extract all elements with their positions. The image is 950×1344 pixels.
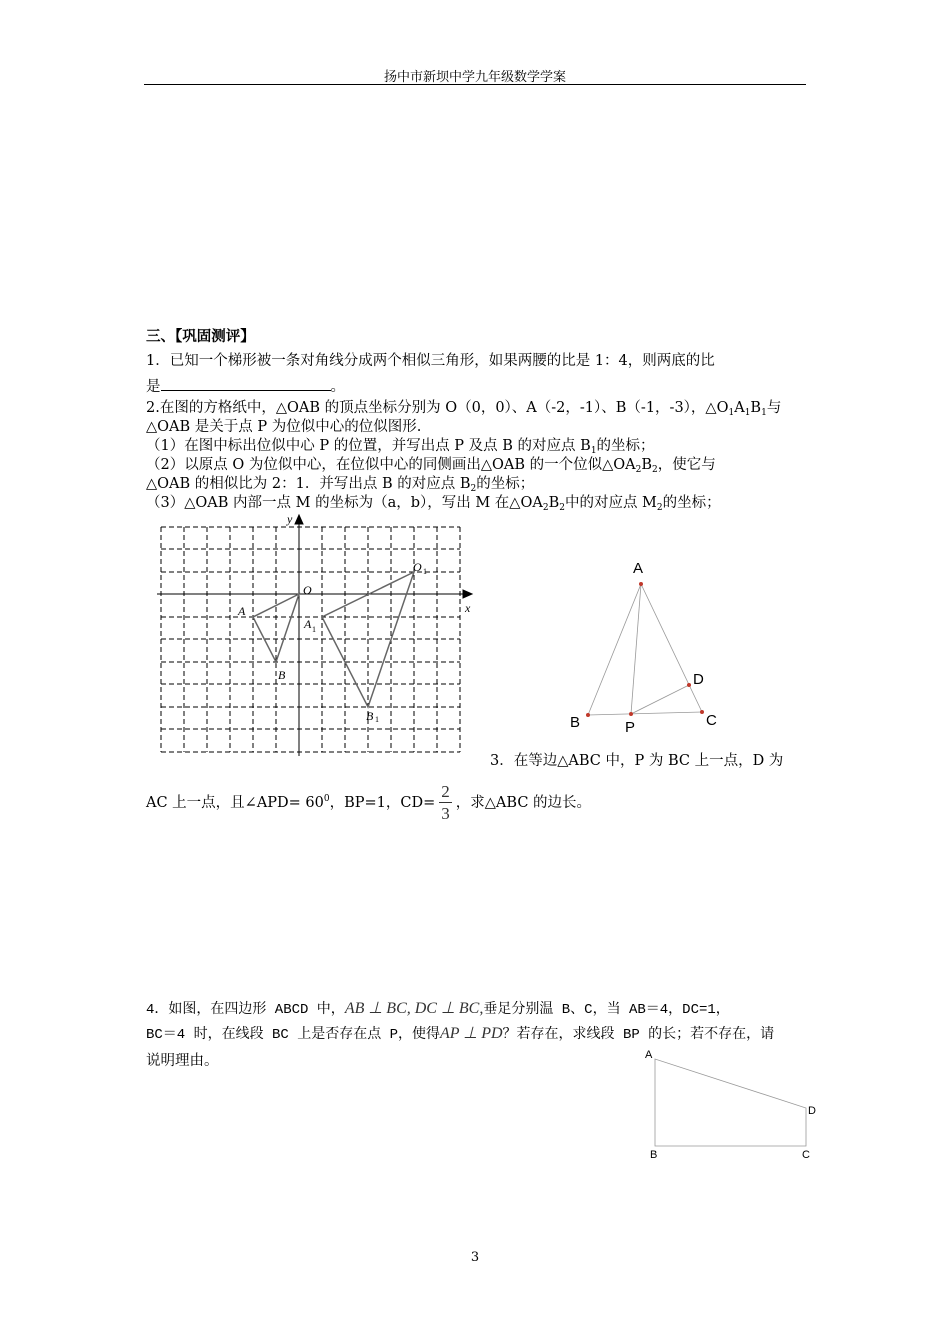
section-title: 三、【巩固测评】 bbox=[146, 328, 255, 345]
label-d: D bbox=[808, 1105, 816, 1117]
fraction-denominator: 3 bbox=[441, 803, 450, 823]
b-label: B bbox=[278, 668, 286, 682]
q4-line2-end: ？若存在，求线段 BP 的长；若不存在，请 bbox=[502, 1027, 775, 1043]
q4-math-perp: AB ⊥ BC, DC ⊥ BC, bbox=[344, 1000, 484, 1017]
point-c bbox=[700, 710, 704, 714]
sub: 2 bbox=[559, 503, 565, 513]
y-axis-arrow bbox=[295, 515, 303, 524]
point-a bbox=[639, 582, 643, 586]
sub: 1 bbox=[590, 446, 597, 456]
sub: 1 bbox=[744, 408, 751, 418]
coordinate-grid-figure bbox=[150, 512, 480, 762]
answer-blank bbox=[161, 376, 331, 391]
point-d bbox=[687, 683, 691, 687]
header-divider bbox=[144, 84, 806, 85]
sub: 2 bbox=[652, 465, 658, 475]
sub: 1 bbox=[728, 408, 735, 418]
q3-line2 bbox=[146, 777, 591, 825]
axes bbox=[157, 515, 472, 756]
q1-prefix: 是 bbox=[146, 379, 161, 395]
q3-line2-end: ，求△ABC 的边长。 bbox=[455, 795, 592, 811]
trapezoid-figure bbox=[640, 1040, 820, 1170]
a1-label: A bbox=[304, 617, 312, 631]
label-a: A bbox=[645, 1049, 653, 1061]
q2-line4-end: ，使它与 bbox=[657, 457, 716, 473]
q4-line1-text: 4．如图，在四边形 ABCD 中， bbox=[146, 1002, 345, 1018]
point-b bbox=[586, 713, 590, 717]
sub: 2 bbox=[635, 465, 642, 475]
a1-sub: 1 bbox=[312, 625, 316, 634]
label-d: D bbox=[693, 671, 704, 688]
degree-sup: 0 bbox=[323, 794, 330, 804]
q4-math-ap-pd: AP ⊥ PD bbox=[440, 1025, 503, 1042]
label-a: A bbox=[633, 560, 644, 577]
fraction-numerator: 2 bbox=[441, 781, 450, 801]
q2-line1-d: 与 bbox=[766, 400, 782, 416]
fraction-two-thirds bbox=[439, 782, 452, 825]
y-label: y bbox=[287, 512, 293, 526]
q1-line2 bbox=[146, 376, 345, 396]
q4-line1-end: 垂足分别温 B、C，当 AB＝4，DC=1， bbox=[483, 1002, 730, 1018]
x-label: x bbox=[465, 601, 471, 615]
equilateral-triangle-figure bbox=[560, 555, 730, 740]
label-c: C bbox=[802, 1149, 810, 1161]
q2-line5-text: △OAB 的相似比为 2：1．并写出点 B 的对应点 B bbox=[146, 476, 471, 492]
b1-label: B bbox=[366, 709, 374, 723]
q2-line3-text: （1）在图中标出位似中心 P 的位置，并写出点 P 及点 B 的对应点 B bbox=[146, 438, 591, 454]
q2-line5-end: 的坐标； bbox=[476, 476, 535, 492]
label-c: C bbox=[706, 712, 717, 729]
page-header: 扬中市新坝中学九年级数学学案 bbox=[383, 70, 566, 85]
q2-line2: △OAB 是关于点 P 为位似中心的位似图形. bbox=[146, 419, 422, 435]
label-b: B bbox=[650, 1149, 658, 1161]
point-p bbox=[629, 712, 633, 716]
q2-line4-b: B bbox=[641, 457, 653, 473]
q2-line3-end: 的坐标； bbox=[596, 438, 655, 454]
label-b: B bbox=[570, 714, 581, 731]
q2-line6-end: 的坐标； bbox=[662, 495, 721, 511]
q2-line6-text: （3）△OAB 内部一点 M 的坐标为（a，b），写出 M 在△OA bbox=[146, 495, 543, 511]
page-number: 3 bbox=[470, 1250, 480, 1265]
q2-line6-c: 中的对应点 M bbox=[564, 495, 657, 511]
q4-line1 bbox=[146, 1000, 730, 1019]
q3-line2-text: AC 上一点，且∠APD= 60 bbox=[146, 795, 324, 811]
o-label: O bbox=[303, 583, 312, 597]
q1-line1: 1．已知一个梯形被一条对角线分成两个相似三角形，如果两腰的比是 1：4，则两底的比 bbox=[146, 353, 715, 369]
o1-sub: 1 bbox=[423, 567, 427, 576]
x-axis-arrow bbox=[463, 590, 472, 598]
q4-line2-text: BC＝4 时，在线段 BC 上是否存在点 P，使得 bbox=[146, 1027, 441, 1043]
q3-line2-b: ，BP=1，CD= bbox=[329, 795, 436, 811]
q2-line1-text: 2.在图的方格纸中，△OAB 的顶点坐标分别为 O（0，0）、A（-2，-1）、B（-1，-3），△O bbox=[146, 400, 729, 416]
a-label: A bbox=[238, 604, 246, 618]
q3-line1: 3．在等边△ABC 中，P 为 BC 上一点，D 为 bbox=[490, 753, 784, 769]
q2-line6-b: B bbox=[548, 495, 560, 511]
q2-line4-text: （2）以原点 O 为位似中心，在位似中心的同侧画出△OAB 的一个位似△OA bbox=[146, 457, 636, 473]
sub: 1 bbox=[761, 408, 767, 418]
q2-line1-b: B bbox=[750, 400, 762, 416]
sub: 2 bbox=[542, 503, 549, 513]
quadrilateral-abcd bbox=[655, 1059, 806, 1146]
sub: 2 bbox=[470, 484, 477, 494]
q2-line1-a: A bbox=[734, 400, 745, 416]
q4-line3: 说明理由。 bbox=[146, 1053, 219, 1069]
sub: 2 bbox=[656, 503, 663, 513]
q1-suffix: 。 bbox=[330, 379, 345, 395]
o1-label: O bbox=[413, 560, 422, 574]
b1-sub: 1 bbox=[375, 715, 379, 724]
label-p: P bbox=[625, 719, 636, 736]
